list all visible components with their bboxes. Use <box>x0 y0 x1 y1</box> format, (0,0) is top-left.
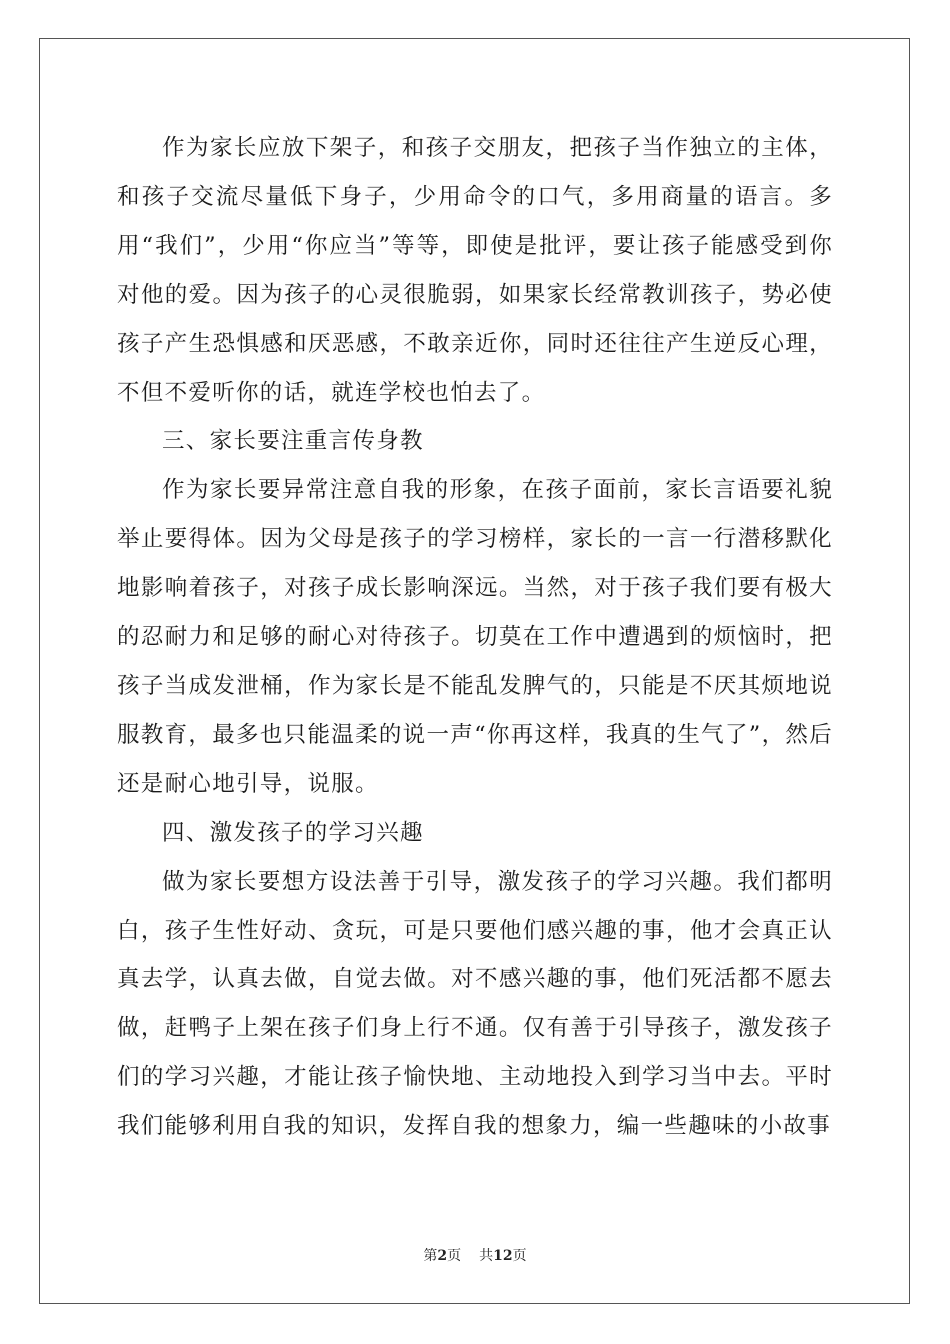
page-number: 2 <box>437 1248 448 1264</box>
section-heading-3: 三、家长要注重言传身教 <box>162 428 424 455</box>
total-unit: 页 <box>512 1248 527 1264</box>
page-prefix: 第 <box>423 1248 438 1264</box>
page-footer <box>0 1246 950 1266</box>
page-unit: 页 <box>447 1248 462 1264</box>
paragraph-respect-child: 作为家长应放下架子，和孩子交朋友，把孩子当作独立的主体，和孩子交流尽量低下身子，少用命令的口气，多用商量的语言。多用“我们”，少用“你应当”等等，即使是批评，要让孩子能感受到你对他的爱。因为孩子的心灵很脆弱，如果家长经常教训孩子，势必使孩子产生恐惧感和厌恶感，不敢亲近你，同时还往往产生逆反心理，不但不爱听你的话，就连学校也怕去了。 <box>117 135 833 406</box>
total-prefix: 共 <box>479 1248 494 1264</box>
paragraph-lead-by-example: 作为家长要异常注意自我的形象，在孩子面前，家长言语要礼貌举止要得体。因为父母是孩子的学习榜样，家长的一言一行潜移默化地影响着孩子，对孩子成长影响深远。当然，对于孩子我们要有极大的忍耐力和足够的耐心对待孩子。切莫在工作中遭遇到的烦恼时，把孩子当成发泄桶，作为家长是不能乱发脾气的，只能是不厌其烦地说服教育，最多也只能温柔的说一声“你再这样，我真的生气了”，然后还是耐心地引导，说服。 <box>117 477 833 797</box>
document-body <box>117 124 833 1151</box>
total-pages: 12 <box>493 1248 513 1264</box>
paragraph-learning-interest: 做为家长要想方设法善于引导，激发孩子的学习兴趣。我们都明白，孩子生性好动、贪玩，可是只要他们感兴趣的事，他才会真正认真去学，认真去做，自觉去做。对不感兴趣的事，他们死活都不愿去做，赶鸭子上架在孩子们身上行不通。仅有善于引导孩子，激发孩子们的学习兴趣，才能让孩子愉快地、主动地投入到学习当中去。平时我们能够利用自我的知识，发挥自我的想象力，编一些趣味的小故事 <box>117 868 833 1140</box>
section-heading-4: 四、激发孩子的学习兴趣 <box>162 819 424 846</box>
